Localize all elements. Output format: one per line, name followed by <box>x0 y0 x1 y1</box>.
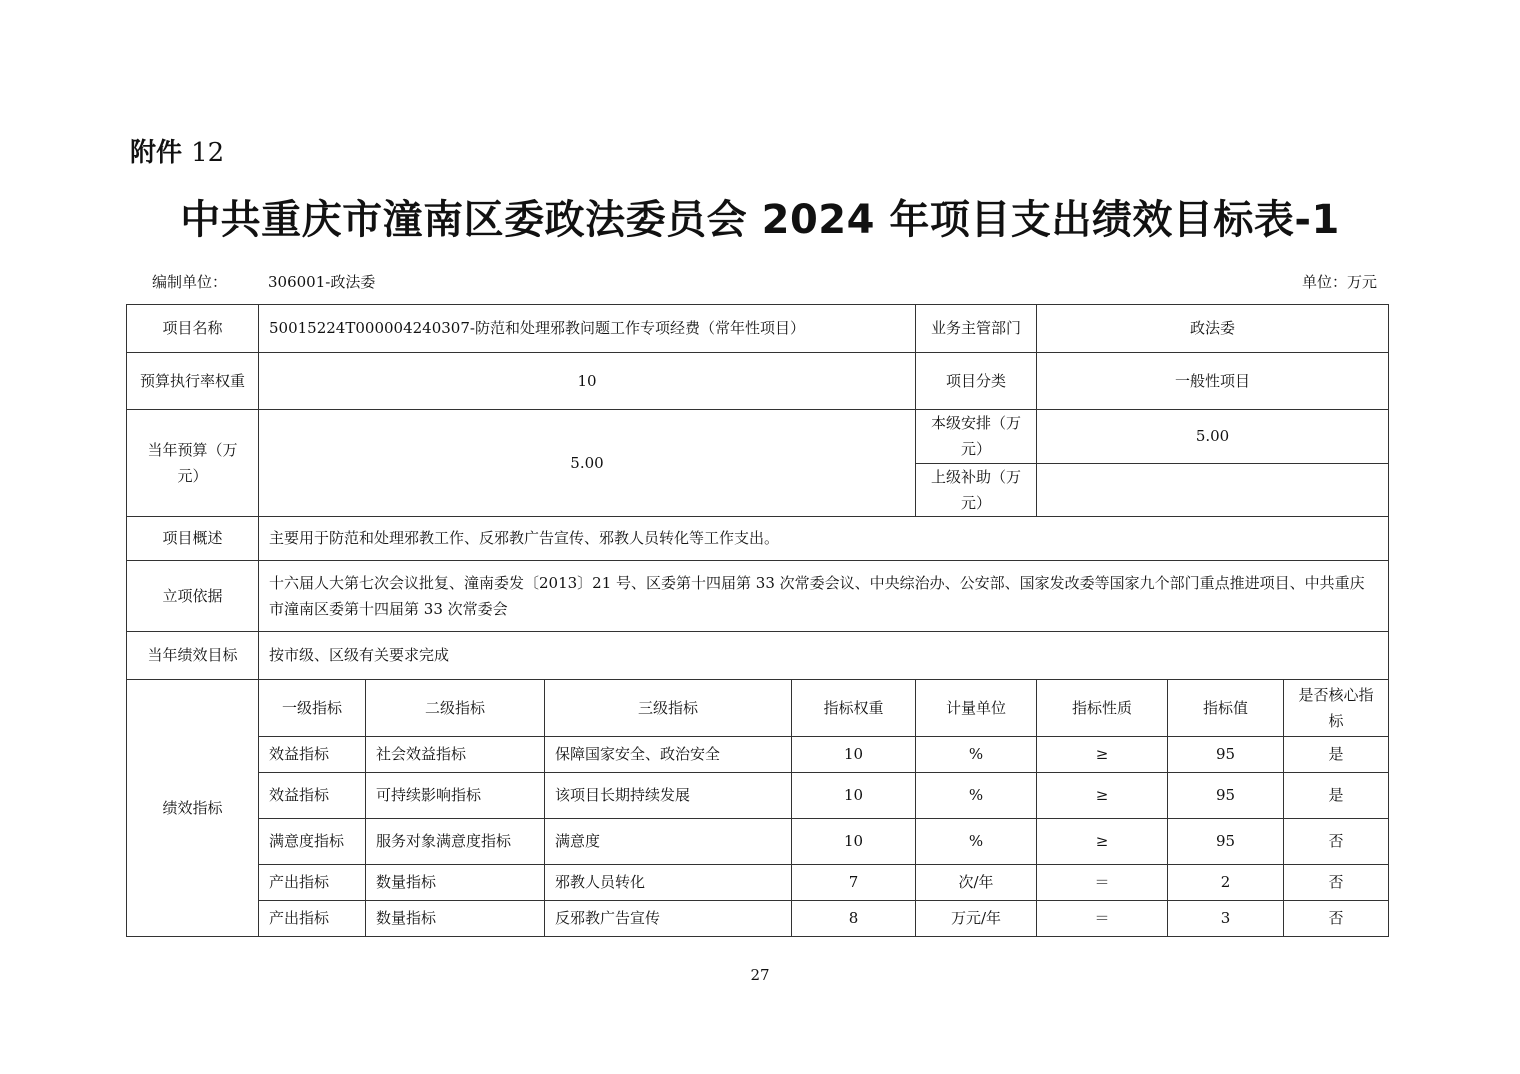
indicator-unit: 万元/年 <box>916 901 1037 937</box>
upper-subsidy-value <box>1037 463 1389 517</box>
overview-value: 主要用于防范和处理邪教工作、反邪教广告宣传、邪教人员转化等工作支出。 <box>259 517 1389 561</box>
header-value: 指标值 <box>1168 680 1284 737</box>
page-number: 27 <box>750 966 770 984</box>
indicator-header-row <box>127 680 1389 737</box>
local-arrangement-value: 5.00 <box>1037 410 1389 464</box>
indicator-row <box>127 819 1389 865</box>
attachment-label <box>130 132 224 169</box>
upper-subsidy-label: 上级补助（万元） <box>916 463 1037 517</box>
indicator-row <box>127 773 1389 819</box>
annual-goal-label: 当年绩效目标 <box>127 632 259 680</box>
department-label: 业务主管部门 <box>916 305 1037 353</box>
indicator-level1: 满意度指标 <box>259 819 366 865</box>
indicator-core: 是 <box>1284 773 1389 819</box>
indicator-weight: 10 <box>792 819 916 865</box>
category-label: 项目分类 <box>916 353 1037 410</box>
indicator-weight: 10 <box>792 773 916 819</box>
indicator-row <box>127 865 1389 901</box>
indicator-nature: ≥ <box>1037 737 1168 773</box>
indicator-level2: 社会效益指标 <box>366 737 545 773</box>
indicator-level3: 邪教人员转化 <box>545 865 792 901</box>
indicator-unit: % <box>916 773 1037 819</box>
indicators-section-label: 绩效指标 <box>127 680 259 937</box>
annual-goal-value: 按市级、区级有关要求完成 <box>259 632 1389 680</box>
exec-weight-row <box>127 353 1389 410</box>
project-name-value: 50015224T000004240307-防范和处理邪教问题工作专项经费（常年性项目） <box>259 305 916 353</box>
project-name-row <box>127 305 1389 353</box>
indicator-nature: ＝ <box>1037 865 1168 901</box>
attachment-text: 附件 <box>130 138 183 168</box>
indicator-level1: 产出指标 <box>259 901 366 937</box>
exec-weight-label: 预算执行率权重 <box>127 353 259 410</box>
indicator-core: 否 <box>1284 901 1389 937</box>
performance-target-table <box>126 304 1389 937</box>
indicator-level2: 服务对象满意度指标 <box>366 819 545 865</box>
attachment-number: 12 <box>191 138 225 168</box>
indicator-weight: 10 <box>792 737 916 773</box>
indicator-level3: 该项目长期持续发展 <box>545 773 792 819</box>
indicator-level2: 可持续影响指标 <box>366 773 545 819</box>
indicator-unit: % <box>916 737 1037 773</box>
indicator-value: 95 <box>1168 819 1284 865</box>
budget-label: 当年预算（万元） <box>127 410 259 517</box>
indicator-weight: 8 <box>792 901 916 937</box>
local-arrangement-label: 本级安排（万元） <box>916 410 1037 464</box>
header-nature: 指标性质 <box>1037 680 1168 737</box>
department-value: 政法委 <box>1037 305 1389 353</box>
indicator-unit: 次/年 <box>916 865 1037 901</box>
document-title: 中共重庆市潼南区委政法委员会 2024 年项目支出绩效目标表-1 <box>180 197 1340 243</box>
indicator-core: 否 <box>1284 865 1389 901</box>
indicator-nature: ≥ <box>1037 819 1168 865</box>
budget-row <box>127 410 1389 464</box>
budget-value: 5.00 <box>259 410 916 517</box>
category-value: 一般性项目 <box>1037 353 1389 410</box>
indicator-level1: 效益指标 <box>259 737 366 773</box>
indicator-row <box>127 901 1389 937</box>
indicator-weight: 7 <box>792 865 916 901</box>
exec-weight-value: 10 <box>259 353 916 410</box>
indicator-value: 95 <box>1168 737 1284 773</box>
indicator-nature: ＝ <box>1037 901 1168 937</box>
indicator-unit: % <box>916 819 1037 865</box>
currency-unit: 单位：万元 <box>1301 273 1377 291</box>
indicator-level1: 产出指标 <box>259 865 366 901</box>
compiling-unit-label: 编制单位： <box>152 273 228 291</box>
indicator-level1: 效益指标 <box>259 773 366 819</box>
header-level1: 一级指标 <box>259 680 366 737</box>
indicator-core: 否 <box>1284 819 1389 865</box>
indicator-value: 95 <box>1168 773 1284 819</box>
overview-row <box>127 517 1389 561</box>
indicator-level3: 保障国家安全、政治安全 <box>545 737 792 773</box>
header-unit: 计量单位 <box>916 680 1037 737</box>
basis-value: 十六届人大第七次会议批复、潼南委发〔2013〕21 号、区委第十四届第 33 次常委会议、中央综治办、公安部、国家发改委等国家九个部门重点推进项目、中共重庆市潼南区委第十四届第 33 次常委会 <box>259 561 1389 632</box>
indicator-value: 3 <box>1168 901 1284 937</box>
indicator-row <box>127 737 1389 773</box>
indicator-level3: 反邪教广告宣传 <box>545 901 792 937</box>
indicator-nature: ≥ <box>1037 773 1168 819</box>
header-core: 是否核心指标 <box>1284 680 1389 737</box>
annual-goal-row <box>127 632 1389 680</box>
indicator-level2: 数量指标 <box>366 901 545 937</box>
indicator-level2: 数量指标 <box>366 865 545 901</box>
indicator-value: 2 <box>1168 865 1284 901</box>
basis-row <box>127 561 1389 632</box>
header-weight: 指标权重 <box>792 680 916 737</box>
header-level3: 三级指标 <box>545 680 792 737</box>
indicator-level3: 满意度 <box>545 819 792 865</box>
compiling-unit-value: 306001-政法委 <box>268 273 376 291</box>
header-level2: 二级指标 <box>366 680 545 737</box>
basis-label: 立项依据 <box>127 561 259 632</box>
overview-label: 项目概述 <box>127 517 259 561</box>
project-name-label: 项目名称 <box>127 305 259 353</box>
indicator-core: 是 <box>1284 737 1389 773</box>
